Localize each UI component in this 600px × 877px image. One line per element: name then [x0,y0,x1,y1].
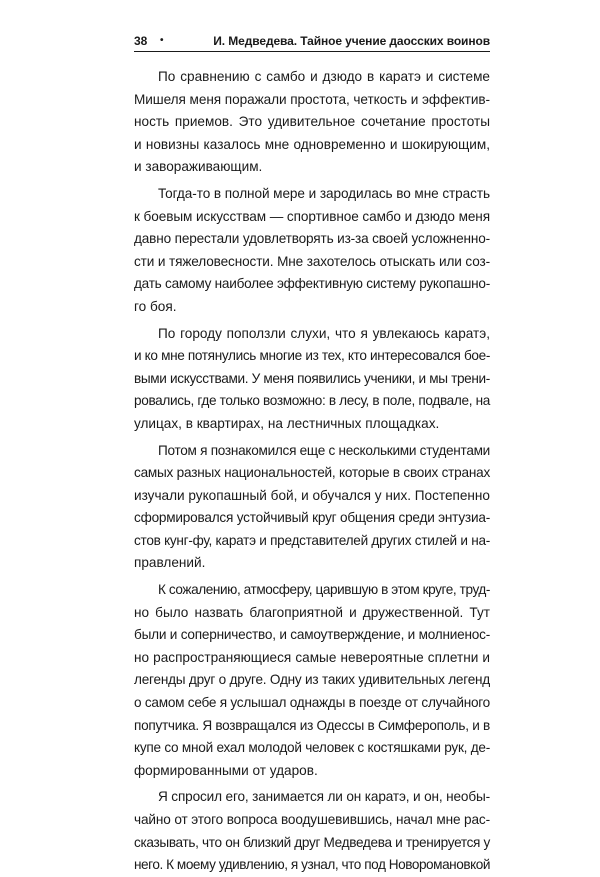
text-line: самых разных национальностей, которые в своих странах [134,465,491,481]
text-line: Потом я познакомился еще с несколькими студентами [158,442,490,458]
text-line: и новизны казалось мне одновременно и шокирующим, [134,136,490,152]
text-line: Мишеля меня поражали простота, четкость и эффектив- [134,91,490,107]
text-line: выми искусствами. У меня появились ученики, и мы трени- [134,370,490,386]
text-line: го боя. [134,298,177,314]
book-title: И. Медведева. Тайное учение даосских воинов [213,34,490,48]
text-line: о самом себе я услышал однажды в поезде от случайного [134,695,491,711]
text-line: и ко мне потянулись многие из тех, кто интересовался бое- [134,348,491,364]
text-line: Тогда-то в полной мере и зародилась во мне страсть [158,185,491,201]
body-text [134,66,490,877]
text-line: стов кунг-фу, каратэ и представителей других стилей и на- [134,532,490,548]
text-line: По городу поползли слухи, что я увлекаюсь каратэ, [158,325,490,341]
text-line: и завораживающим. [134,159,263,175]
header-bullet: • [160,35,164,46]
text-line: дать самому наиболее эффективную систему рукопашно- [134,276,490,292]
page-number: 38 [134,34,148,48]
text-line: ровались, где только возможно: в лесу, в поле, подвале, на [134,393,490,409]
text-line: улицах, в квартирах, на лестничных площадках. [134,415,440,431]
text-line: Я спросил его, занимается ли он каратэ, и он, необы- [158,789,490,805]
text-line: изучали рукопашный бой, и обучался у них. Постепенно [134,487,490,503]
text-line: ность приемов. Это удивительное сочетание простоты [134,114,490,130]
text-line: но распространяющиеся самые невероятные сплетни и [134,649,490,665]
text-line: него. К моему удивлению, я узнал, что под Новоромановкой [134,857,491,873]
text-line: попутчика. Я возвращался из Одессы в Симферополь, и в [134,717,490,733]
text-line: формированными от ударов. [134,762,318,778]
text-line: были и соперничество, и самоутверждение, и молниенос- [134,627,491,643]
header-rule [134,51,490,52]
running-header [134,32,490,50]
text-line: купе со мной ехал молодой человек с костяшками рук, де- [134,740,490,756]
text-line: давно перестали удовлетворять из-за своей усложненно- [134,231,490,247]
text-line: правлений. [134,555,206,571]
text-line: чайно от этого вопроса воодушевившись, начал мне рас- [134,812,490,827]
text-line: но было назвать благоприятной и дружественной. Тут [134,604,490,620]
text-line: К сожалению, атмосферу, царившую в этом круге, труд- [158,582,491,598]
text-line: По сравнению с самбо и дзюдо в каратэ и системе [158,69,490,84]
text-line: легенды друг о друге. Одну из таких удивительных легенд [134,672,491,688]
text-line: сказывать, что он близкий друг Медведева и тренируется у [134,834,491,850]
text-line: сформировался устойчивый круг общения среди энтузиа- [134,510,491,526]
text-line: к боевым искусствам — спортивное самбо и дзюдо меня [134,208,491,224]
text-line: сти и тяжеловесности. Мне захотелось отыскать или соз- [134,253,491,269]
